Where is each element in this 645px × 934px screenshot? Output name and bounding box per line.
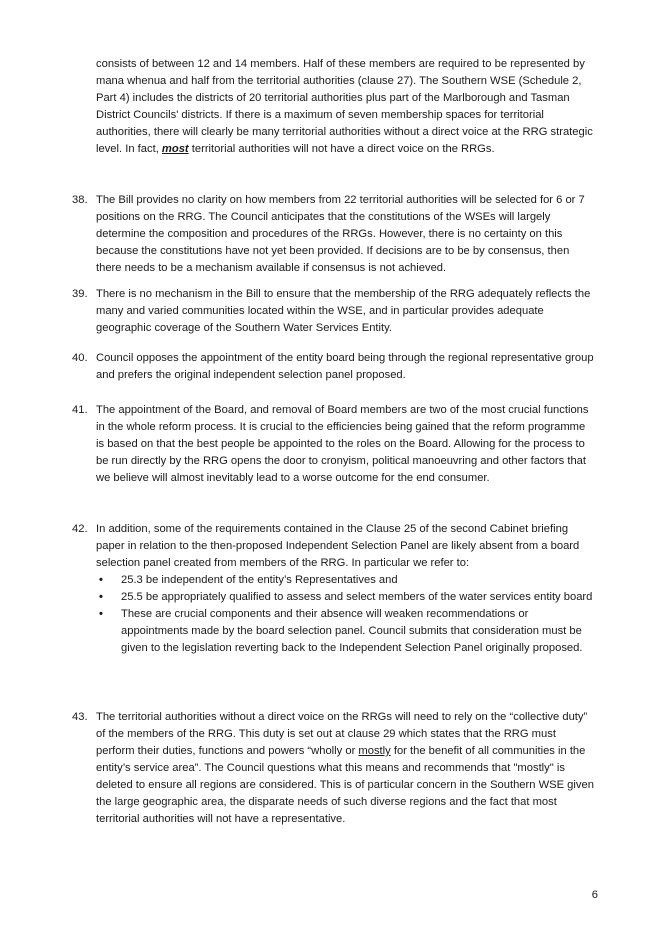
paragraph-text: There is no mechanism in the Bill to ensure that the membership of the RRG adequately reflects the many and varied communities located within the WSE, and in particular provides adequate geographic coverage of the Southern Water Services Entity. [96,288,591,334]
paragraph-number: 41. [72,404,88,416]
paragraph-number: 42. [72,523,88,535]
paragraph-40 [72,350,596,384]
paragraph-text: consists of between 12 and 14 members. Half of these members are required to be represented by mana whenua and half from the territorial authorities (clause 27). The Southern WSE (Schedule 2, Part 4) includes the districts of 20 territorial authorities plus part of the Marlborough and Tasman District Councils' districts. If there is a maximum of seven membership spaces for territorial authorities, there will clearly be many territorial authorities without a direct voice at the RRG strategic level. In fact, most territorial authorities will not have a direct voice on the RRGs. [96,58,593,155]
emphasis-most: most [161,143,189,155]
bullet-list [96,572,596,657]
paragraph-number: 43. [72,711,88,723]
paragraph-text: Council opposes the appointment of the entity board being through the regional representative group and prefers the original independent selection panel proposed. [96,352,594,381]
bullet-item: • These are crucial components and their absence will weaken recommendations or appointments made by the board selection panel. Council submits that consideration must be given to the legislation reverting back to the Independent Selection Panel originally proposed. [96,606,596,657]
paragraph-39 [72,286,596,337]
bullet-item: • 25.5 be appropriately qualified to assess and select members of the water services entity board [96,589,596,606]
underlined-mostly: mostly [358,745,391,757]
paragraph-43 [72,709,596,828]
paragraph-text: In addition, some of the requirements contained in the Clause 25 of the second Cabinet briefing paper in relation to the then-proposed Independent Selection Panel are likely absent from a board selection panel created from members of the RRG. In particular we refer to: [96,523,580,569]
paragraph-38 [72,192,596,277]
paragraph-text: The appointment of the Board, and removal of Board members are two of the most crucial functions in the whole reform process. It is crucial to the efficiencies being gained that the reform programme is based on that the best people be appointed to the roles on the Board. Allowing for the process to be run directly by the RRG opens the door to cronyism, political manoeuvring and other factors that we believe will almost inevitably lead to a worse outcome for the end consumer. [96,404,589,484]
paragraph-text: The Bill provides no clarity on how members from 22 territorial authorities will be selected for 6 or 7 positions on the RRG. The Council anticipates that the constitutions of the WSEs will largely determine the composition and procedures of the RRGs. However, there is no certainty on this because the constitutions have not yet been provided. If decisions are to be by consensus, then there needs to be a mechanism available if consensus is not achieved. [96,194,585,274]
paragraph-number: 38. [72,194,88,206]
paragraph-37-continuation [96,56,596,158]
paragraph-number: 39. [72,288,88,300]
paragraph-41 [72,402,596,487]
page-number: 6 [591,889,598,901]
bullet-item: • 25.3 be independent of the entity’s Representatives and [96,572,596,589]
paragraph-number: 40. [72,352,88,364]
paragraph-text: The territorial authorities without a direct voice on the RRGs will need to rely on the “collective duty” of the members of the RRG. This duty is set out at clause 29 which states that the RRG must perform their duties, functions and powers “wholly or mostly for the benefit of all communities in the entity’s service area”. The Council questions what this means and recommends that "mostly" is deleted to ensure all regions are considered. This is of particular concern in the Southern WSE given the large geographic area, the disparate needs of such diverse regions and the fact that most territorial authorities will not have a representative. [96,711,594,825]
paragraph-42 [72,521,596,657]
